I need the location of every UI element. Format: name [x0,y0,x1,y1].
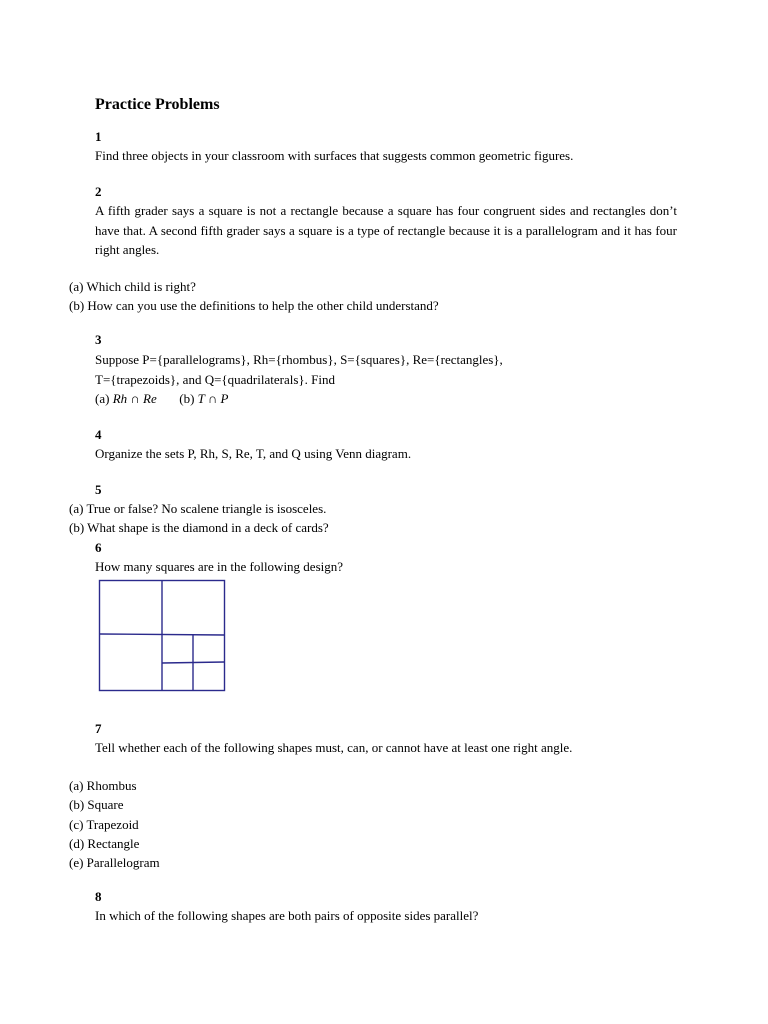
problem-2-number: 2 [95,184,102,199]
problem-5-item-a: (a) True or false? No scalene triangle is isosceles. [69,501,327,516]
problem-3-b-label: (b) [179,391,195,406]
problem-2-item-a: (a) Which child is right? [69,279,196,294]
problem-7-item-b: (b) Square [69,797,124,812]
problem-3-b-expression: T ∩ P [197,391,229,406]
problem-1-text: Find three objects in your classroom with surfaces that suggests common geometric figures. [95,148,574,163]
problem-4-text: Organize the sets P, Rh, S, Re, T, and Q using Venn diagram. [95,446,412,461]
problem-3-number: 3 [95,332,102,347]
problem-6-text: How many squares are in the following design? [95,559,344,574]
problem-5-number: 5 [95,482,102,497]
problem-8-number: 8 [95,889,102,904]
problem-4-number: 4 [95,427,102,442]
problem-7-item-d: (d) Rectangle [69,836,140,851]
problem-7-item-a: (a) Rhombus [69,778,137,793]
problem-3-line-1: Suppose P={parallelograms}, Rh={rhombus}, S={squares}, Re={rectangles}, [95,352,503,367]
problem-3-line-2: T={trapezoids}, and Q={quadrilaterals}. Find [95,372,335,387]
design-horizontal-center-line [100,634,225,635]
problem-7-number: 7 [95,721,102,736]
problem-2-text: A fifth grader says a square is not a rectangle because a square has four congruent sides and rectangles don’t have that. A second fifth grader says a square is a type of rectangle because it is a parallelogram and it has four right angles. [95,203,677,257]
problem-3-a-label: (a) [95,391,110,406]
problem-2-item-b: (b) How can you use the definitions to help the other child understand? [69,298,439,313]
problem-6-number: 6 [95,540,102,555]
problem-3-a-expression: Rh ∩ Re [112,391,157,406]
square-design-figure [98,579,228,695]
problem-8-text: In which of the following shapes are both pairs of opposite sides parallel? [95,908,479,923]
page-title: Practice Problems [95,96,220,113]
problem-7-item-c: (c) Trapezoid [69,817,139,832]
problem-3-parts [95,389,677,409]
problem-7-item-e: (e) Parallelogram [69,855,160,870]
problem-7-text: Tell whether each of the following shapes must, can, or cannot have at least one right angle. [95,740,573,755]
design-small-horizontal-line [162,662,225,663]
problem-1-number: 1 [95,129,102,144]
problem-5-item-b: (b) What shape is the diamond in a deck of cards? [69,520,329,535]
